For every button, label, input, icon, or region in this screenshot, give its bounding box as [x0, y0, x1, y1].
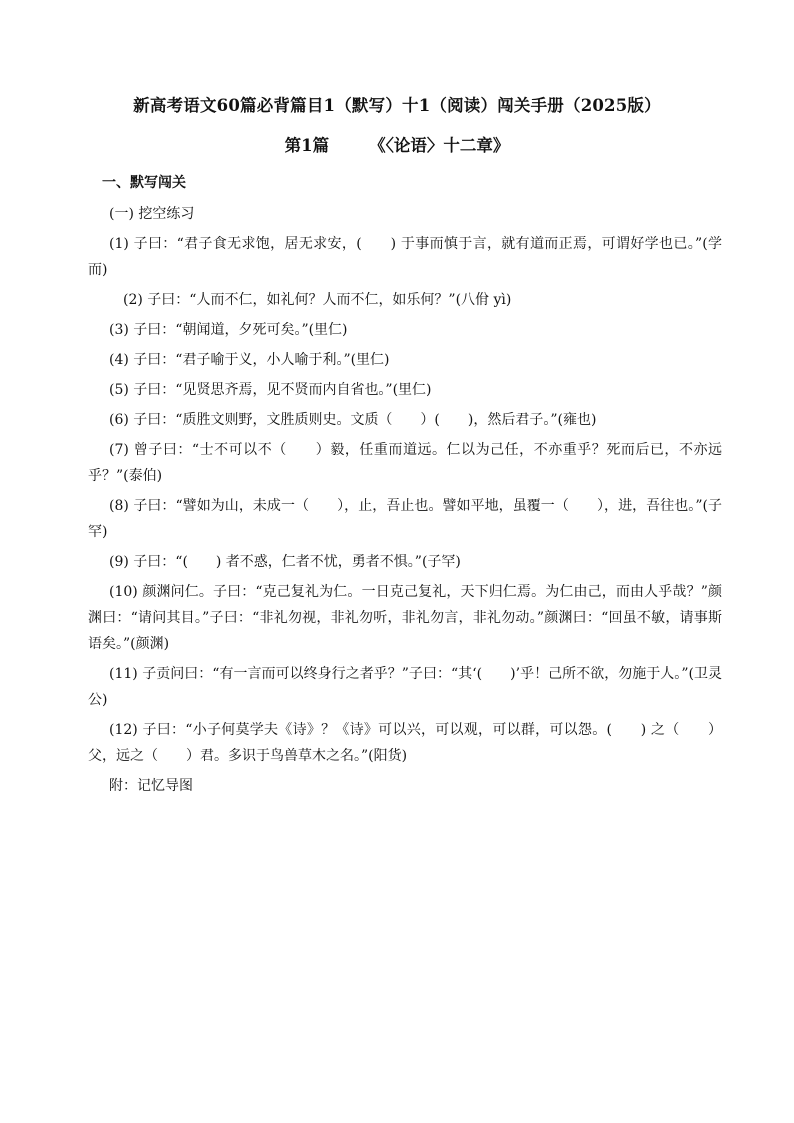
exercise-item-5: (5) 子曰：“见贤思齐焉，见不贤而内自省也。”(里仁) [109, 382, 432, 398]
exercise-item-6: (6) 子曰：“质胜文则野，文胜质则史。文质（ ）( )，然后君子。”(雍也) [109, 412, 597, 428]
exercise-item-3: (3) 子曰：“朝闻道，夕死可矣。”(里仁) [109, 322, 348, 338]
document-title: 新高考语文60篇必背篇目1（默写）十1（阅读）闯关手册（2025版） [133, 96, 661, 115]
chapter-number: 第1篇 [284, 136, 330, 155]
exercise-item-8: (8) 子曰：“譬如为山，未成一（ ），止，吾止也。譬如平地，虽覆一（ ），进，吾往也。”(子罕) [88, 498, 722, 540]
subsection-heading: (一) 挖空练习 [109, 206, 195, 222]
exercise-item-10: (10) 颜渊问仁。子曰：“克己复礼为仁。一日克己复礼，天下归仁焉。为仁由己，而由人乎哉？”颜渊曰：“请问其目。”子曰：“非礼勿视，非礼勿听，非礼勿言，非礼勿动。”颜渊曰：“回虽不敏，请事斯语矣。”(颜渊) [88, 584, 722, 652]
exercise-item-9: (9) 子曰：“( ) 者不惑，仁者不忧，勇者不惧。”(子罕) [109, 554, 461, 570]
exercise-item-11: (11) 子贡问曰：“有一言而可以终身行之者乎？”子曰：“其‘( )’乎！己所不欲，勿施于人。”(卫灵公) [88, 666, 722, 708]
exercise-item-4: (4) 子曰：“君子喻于义，小人喻于利。”(里仁) [109, 352, 390, 368]
chapter-name: 《〈论语〉十二章》 [369, 136, 510, 155]
exercise-content [88, 201, 722, 803]
chapter-heading [0, 132, 794, 156]
exercise-item-12: (12) 子曰：“小子何莫学夫《诗》？《诗》可以兴，可以观，可以群，可以怨。( ) 之（ ）父，远之（ ）君。多识于鸟兽草木之名。”(阳货) [88, 722, 722, 764]
exercise-item-7: (7) 曾子曰：“士不可以不（ ）毅，任重而道远。仁以为己任，不亦重乎？死而后已，不亦远乎？”(泰伯) [88, 442, 722, 484]
section-heading: 一、默写闯关 [102, 175, 186, 191]
exercise-item-1: (1) 子曰：“君子食无求饱，居无求安，( ) 于事而慎于言，就有道而正焉，可谓好学也已。”(学而) [88, 236, 722, 278]
appendix-note: 附：记忆导图 [109, 778, 193, 794]
exercise-item-2: (2) 子曰：“人而不仁，如礼何？人而不仁，如乐何？”(八佾 yì) [123, 292, 512, 308]
